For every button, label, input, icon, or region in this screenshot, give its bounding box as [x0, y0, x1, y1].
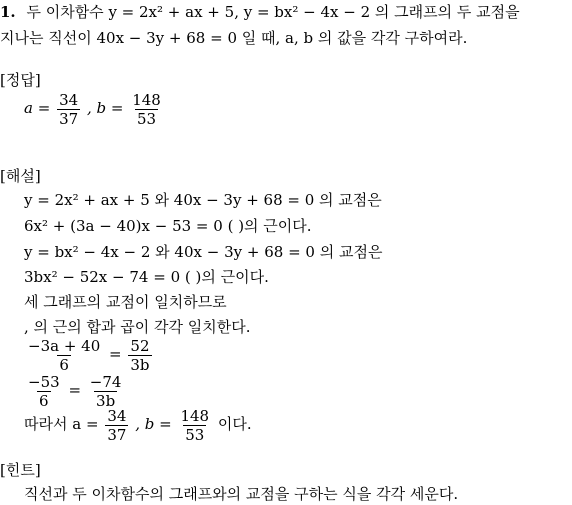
answer-a-label: a = — [24, 99, 51, 117]
conclusion-prefix: 따라서 a = — [24, 415, 99, 433]
fraction-equation-2 — [24, 372, 125, 410]
explanation-line-1: y = 2x² + ax + 5 와 40x − 3y + 68 = 0 의 교점은 — [24, 191, 382, 209]
eq2-equals: = — [68, 381, 82, 399]
eq2-right-numerator: −74 — [89, 372, 122, 391]
explanation-heading: [해설] — [0, 167, 41, 185]
eq2-left-numerator: −53 — [28, 372, 60, 391]
conclusion-a-fraction — [105, 407, 128, 444]
conclusion-a-denominator: 37 — [107, 425, 127, 444]
answer-line — [24, 90, 165, 128]
answer-b-label: , b = — [86, 99, 124, 117]
hint-heading: [힌트] — [0, 461, 41, 479]
eq2-right-denominator: 3b — [96, 391, 116, 410]
problem-text-2: 지나는 직선이 40x − 3y + 68 = 0 일 때, a, b 의 값을 각각 구하여라. — [0, 29, 468, 47]
explanation-line-3: y = bx² − 4x − 2 와 40x − 3y + 68 = 0 의 교점은 — [24, 243, 383, 261]
answer-a-fraction — [57, 91, 80, 128]
problem-text-1: 두 이차함수 y = 2x² + ax + 5, y = bx² − 4x − 2 의 그래프의 두 교점을 — [26, 3, 520, 21]
explanation-line-2: 6x² + (3a − 40)x − 53 = 0 ( )의 근이다. — [24, 217, 312, 235]
eq1-left-fraction — [26, 337, 102, 374]
problem-number: 1. — [0, 3, 16, 21]
conclusion-b-numerator: 148 — [180, 406, 210, 425]
conclusion-a-numerator: 34 — [107, 406, 127, 425]
conclusion-b-denominator: 53 — [185, 425, 205, 444]
answer-b-denominator: 53 — [136, 109, 157, 128]
eq2-right-fraction — [88, 373, 124, 410]
eq1-right-denominator: 3b — [130, 355, 150, 374]
eq2-left-denominator: 6 — [39, 391, 49, 410]
conclusion-b-fraction — [178, 407, 211, 444]
fraction-equation-1 — [24, 336, 154, 374]
answer-b-fraction — [130, 91, 163, 128]
eq2-left-fraction — [26, 373, 62, 410]
problem-line-1 — [0, 2, 520, 22]
explanation-line-4: 3bx² − 52x − 74 = 0 ( )의 근이다. — [24, 268, 269, 286]
answer-a-denominator: 37 — [59, 109, 79, 128]
explanation-line-6: , 의 근의 합과 곱이 각각 일치한다. — [24, 318, 251, 336]
eq1-left-denominator: 6 — [59, 355, 69, 374]
eq1-right-fraction — [128, 337, 151, 374]
conclusion-line — [24, 406, 252, 444]
eq1-left-numerator: −3a + 40 — [28, 336, 101, 355]
hint-text: 직선과 두 이차함수의 그래프와의 교점을 구하는 식을 각각 세운다. — [24, 485, 459, 503]
eq1-equals: = — [109, 345, 122, 363]
conclusion-suffix: 이다. — [217, 415, 252, 433]
explanation-line-5: 세 그래프의 교점이 일치하므로 — [24, 293, 227, 311]
answer-a-numerator: 34 — [59, 90, 79, 109]
problem-line-2 — [0, 28, 467, 48]
conclusion-b-label: , b = — [135, 415, 172, 433]
eq1-right-numerator: 52 — [130, 336, 150, 355]
answer-b-numerator: 148 — [132, 90, 161, 109]
answer-heading: [정답] — [0, 71, 41, 89]
